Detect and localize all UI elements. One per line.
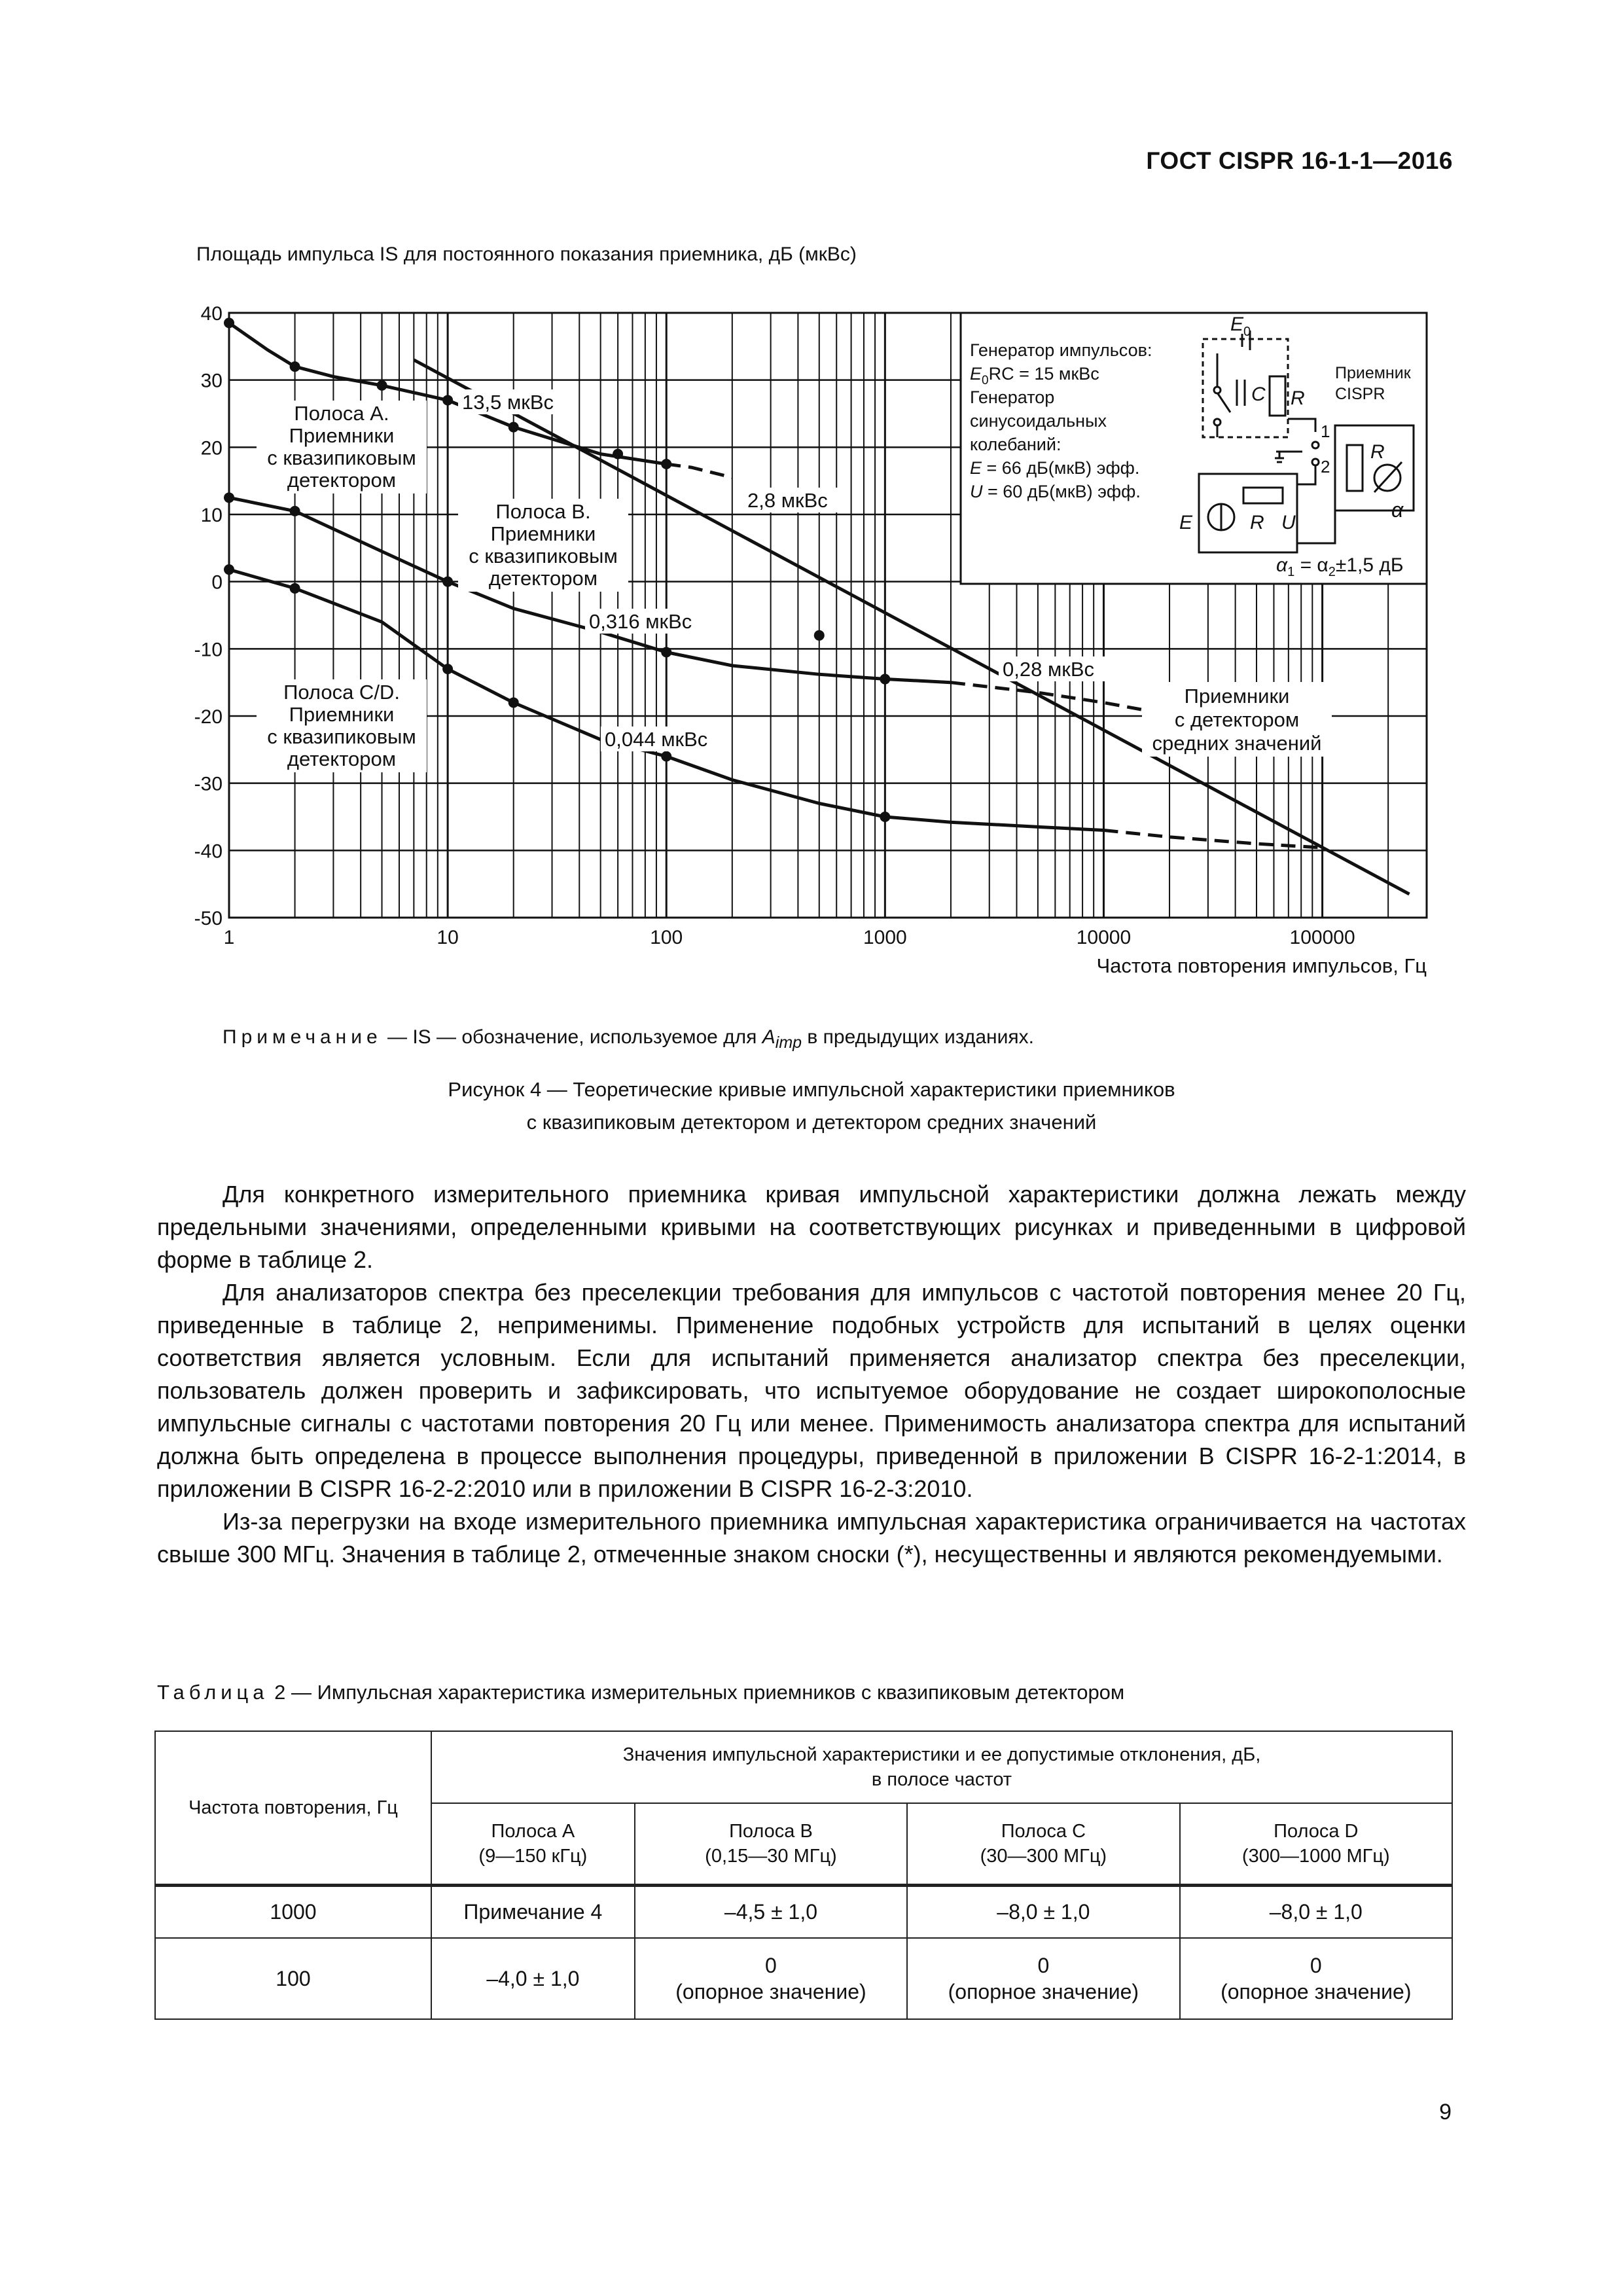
- band_b-dashed: [951, 683, 1169, 715]
- band-cd-label: с квазипиковым: [267, 725, 416, 748]
- y-tick-label: 40: [200, 303, 223, 325]
- band_a-marker: [661, 459, 671, 469]
- band_cd-marker: [442, 664, 453, 674]
- band-d-range: (300—1000 МГц): [1241, 1846, 1390, 1867]
- cell-value: 0: [1037, 1953, 1050, 1977]
- figure-note: [223, 1026, 1034, 1052]
- band-a-label: Полоса A.: [294, 402, 389, 425]
- x-tick-label: 100: [650, 927, 683, 948]
- inset-text: $E_0RC = 15$ мкВс: [970, 364, 1099, 387]
- cell-note: (опорное значение): [948, 1979, 1139, 2003]
- figure-caption: [0, 1073, 1623, 1139]
- alpha-equation: $\alpha_1 = \alpha_2\pm 1,5$ дБ: [1276, 554, 1404, 579]
- table-title: [157, 1681, 1124, 1704]
- resistor: [1270, 376, 1285, 416]
- impulse-response-table: [154, 1731, 1453, 2020]
- x-tick-label: 1000: [863, 927, 907, 948]
- y-tick-label: 0: [211, 571, 223, 594]
- average-marker: [814, 630, 825, 641]
- label-0-316: 0,316 мкВс: [589, 610, 692, 633]
- col-header-band-b: [635, 1803, 907, 1886]
- col-header-band-a: [431, 1803, 635, 1886]
- band-b-label: с квазипиковым: [469, 545, 618, 567]
- switch-contact: [1214, 387, 1221, 393]
- band-cd-label: детектором: [287, 747, 397, 770]
- x-tick-label: 1: [223, 927, 235, 948]
- caption-line-2: с квазипиковым детектором и детектором средних значений: [526, 1111, 1097, 1134]
- cell-band-a: –4,0 ± 1,0: [431, 1938, 635, 2019]
- cell-value: 0: [765, 1953, 777, 1977]
- y-tick-label: -30: [194, 773, 223, 795]
- col-header-band-d: [1180, 1803, 1452, 1886]
- band-b-range: (0,15—30 МГц): [705, 1846, 837, 1867]
- band_a-marker: [224, 317, 234, 328]
- document-header: ГОСТ CISPR 16-1-1—2016: [1146, 147, 1453, 174]
- col-header-frequency: Частота повторения, Гц: [155, 1731, 431, 1886]
- x-tick-label: 10000: [1076, 927, 1132, 948]
- group-header-line-2: в полосе частот: [871, 1769, 1012, 1790]
- source-resistor: [1243, 488, 1283, 503]
- band_cd-marker: [661, 751, 671, 762]
- switch-contact: [1214, 419, 1221, 425]
- band-b-label: Полоса B.: [495, 500, 591, 523]
- band_b-marker: [661, 647, 671, 657]
- inset-label-alpha: α: [1391, 498, 1404, 522]
- switch-contact: [1312, 459, 1319, 465]
- band-d-name: Полоса D: [1274, 1821, 1359, 1842]
- circuit-inset: [961, 313, 1427, 584]
- band_a-marker: [613, 449, 623, 459]
- cell-band-d: –8,0 ± 1,0: [1180, 1886, 1452, 1938]
- label-2-8: 2,8 мкВс: [747, 489, 828, 512]
- caption-line-1: Рисунок 4 — Теоретические кривые импульсной характеристики приемников: [448, 1078, 1175, 1101]
- band-a-label: с квазипиковым: [267, 446, 416, 469]
- inset-text: синусоидальных: [970, 411, 1107, 431]
- y-tick-label: 10: [200, 505, 223, 526]
- col-header-group: [431, 1731, 1452, 1803]
- average-label: с детектором: [1174, 708, 1300, 731]
- cell-band-a: Примечание 4: [431, 1886, 635, 1938]
- inset-receiver-label: Приемник: [1335, 364, 1411, 382]
- inset-text: U = 60 дБ(мкВ) эфф.: [970, 482, 1141, 501]
- chart-xlabel: Частота повторения импульсов, Гц: [1096, 954, 1427, 977]
- band_a-dashed: [666, 464, 732, 478]
- inset-label-e0: $E_0$: [1230, 314, 1251, 339]
- band-cd-label: Полоса C/D.: [283, 681, 400, 704]
- y-tick-label: 30: [200, 370, 223, 392]
- band-c-name: Полоса C: [1001, 1821, 1086, 1842]
- inset-label-1: 1: [1321, 422, 1330, 441]
- note-tail: в предыдущих изданиях.: [802, 1026, 1034, 1048]
- band_a-marker: [442, 395, 453, 405]
- band_a-marker: [290, 361, 300, 372]
- y-tick-label: -10: [194, 639, 223, 661]
- inset-label-2: 2: [1321, 457, 1330, 476]
- cell-band-b: –4,5 ± 1,0: [635, 1886, 907, 1938]
- inset-label-u: U: [1281, 512, 1296, 533]
- receiver-resistor: [1347, 445, 1363, 491]
- table-row: [155, 1886, 1452, 1938]
- band-a-range: (9—150 кГц): [478, 1846, 588, 1867]
- inset-text: Генератор импульсов:: [970, 340, 1152, 360]
- cell-band-b: [635, 1938, 907, 2019]
- y-tick-label: -20: [194, 706, 223, 728]
- band-a-name: Полоса A: [491, 1821, 575, 1842]
- band_a-marker: [508, 422, 519, 433]
- band-c-range: (30—300 МГц): [980, 1846, 1107, 1867]
- note-text: — IS — обозначение, используемое для: [382, 1026, 762, 1048]
- band_b-marker: [224, 492, 234, 503]
- note-sub: imp: [775, 1033, 802, 1052]
- note-prefix: Примечание: [223, 1026, 382, 1048]
- col-header-band-c: [907, 1803, 1179, 1886]
- band_a-marker: [377, 380, 387, 391]
- cell-note: (опорное значение): [675, 1979, 866, 2003]
- impulse-response-chart: [0, 0, 1623, 1021]
- page-number: 9: [1439, 2100, 1452, 2125]
- cell-freq: 100: [155, 1938, 431, 2019]
- inset-label-r: R: [1291, 387, 1305, 409]
- cell-band-d: [1180, 1938, 1452, 2019]
- band_cd-marker: [880, 812, 890, 822]
- switch-contact: [1312, 442, 1319, 448]
- cell-freq: 1000: [155, 1886, 431, 1938]
- cell-value: 0: [1310, 1953, 1322, 1977]
- band-cd-label: Приемники: [289, 703, 395, 726]
- note-var: A: [762, 1026, 776, 1048]
- table-title-text: 2 — Импульсная характеристика измерительных приемников с квазипиковым детектором: [268, 1681, 1125, 1704]
- band_cd-marker: [224, 564, 234, 575]
- inset-text: колебаний:: [970, 435, 1061, 454]
- band-b-label: Приемники: [490, 522, 596, 545]
- cell-note: (опорное значение): [1221, 1979, 1412, 2003]
- chart-ylabel: Площадь импульса IS для постоянного показания приемника, дБ (мкВс): [196, 243, 857, 265]
- band-b-label: детектором: [488, 567, 598, 590]
- band_cd-dashed: [1104, 831, 1323, 848]
- band-b-name: Полоса B: [729, 1821, 813, 1842]
- label-0-044: 0,044 мкВс: [605, 728, 708, 751]
- inset-label-r: R: [1250, 512, 1264, 533]
- label-0-28: 0,28 мкВс: [1003, 658, 1094, 681]
- body-text: [157, 1178, 1466, 1571]
- band_b-marker: [880, 674, 890, 685]
- inset-label-e: E: [1179, 512, 1193, 533]
- paragraph-2: Для анализаторов спектра без преселекции требования для импульсов с частотой повторения менее 20 Гц, приведенные в таблице 2, неприменимы. Применение подобных устройств для испытаний в целях оценки соответствия является условным. Если для испытаний применяется анализатор спектра без преселекции, пользователь должен проверить и зафиксировать, что испытуемое оборудование не создает широкополосные импульсные сигналы с частотами повторения 20 Гц или менее. Применимость анализатора спектра для испытаний должна быть определена в процессе выполнения процедуры, приведенной в приложении B CISPR 16-2-1:2014, в приложении B CISPR 16-2-2:2010 или в приложении B CISPR 16-2-3:2010.: [157, 1279, 1466, 1502]
- x-tick-label: 100000: [1289, 927, 1355, 948]
- inset-text: Генератор: [970, 387, 1055, 407]
- x-tick-label: 10: [437, 927, 459, 948]
- cell-band-c: [907, 1938, 1179, 2019]
- y-tick-label: -40: [194, 840, 223, 863]
- cell-band-c: –8,0 ± 1,0: [907, 1886, 1179, 1938]
- table-title-prefix: Таблица: [157, 1681, 269, 1704]
- y-tick-label: -50: [194, 908, 223, 929]
- group-header-line-1: Значения импульсной характеристики и ее допустимые отклонения, дБ,: [622, 1744, 1261, 1765]
- inset-label-r: R: [1370, 441, 1385, 463]
- average-label: Приемники: [1184, 685, 1290, 708]
- band-a-label: Приемники: [289, 424, 395, 447]
- band_b-marker: [442, 577, 453, 587]
- inset-text: E = 66 дБ(мкВ) эфф.: [970, 458, 1140, 478]
- average-label: средних значений: [1152, 732, 1322, 755]
- paragraph-3: Из-за перегрузки на входе измерительного приемника импульсная характеристика ограничивается на частотах свыше 300 МГц. Значения в таблице 2, отмеченные знаком сноски (*), несущественны и являются рекомендуемыми.: [157, 1508, 1466, 1568]
- inset-receiver-label: CISPR: [1335, 385, 1385, 403]
- table-row: [155, 1938, 1452, 2019]
- band_b-marker: [290, 506, 300, 516]
- label-13-5: 13,5 мкВс: [462, 391, 554, 414]
- paragraph-1: Для конкретного измерительного приемника кривая импульсной характеристики должна лежать между предельными значениями, определенными кривыми на соответствующих рисунках и приведенными в цифровой форме в таблице 2.: [157, 1181, 1466, 1273]
- inset-label-c: C: [1251, 384, 1266, 405]
- band_cd-marker: [508, 697, 519, 708]
- band_cd-marker: [290, 583, 300, 594]
- band-a-label: детектором: [287, 469, 397, 492]
- y-tick-label: 20: [200, 437, 223, 459]
